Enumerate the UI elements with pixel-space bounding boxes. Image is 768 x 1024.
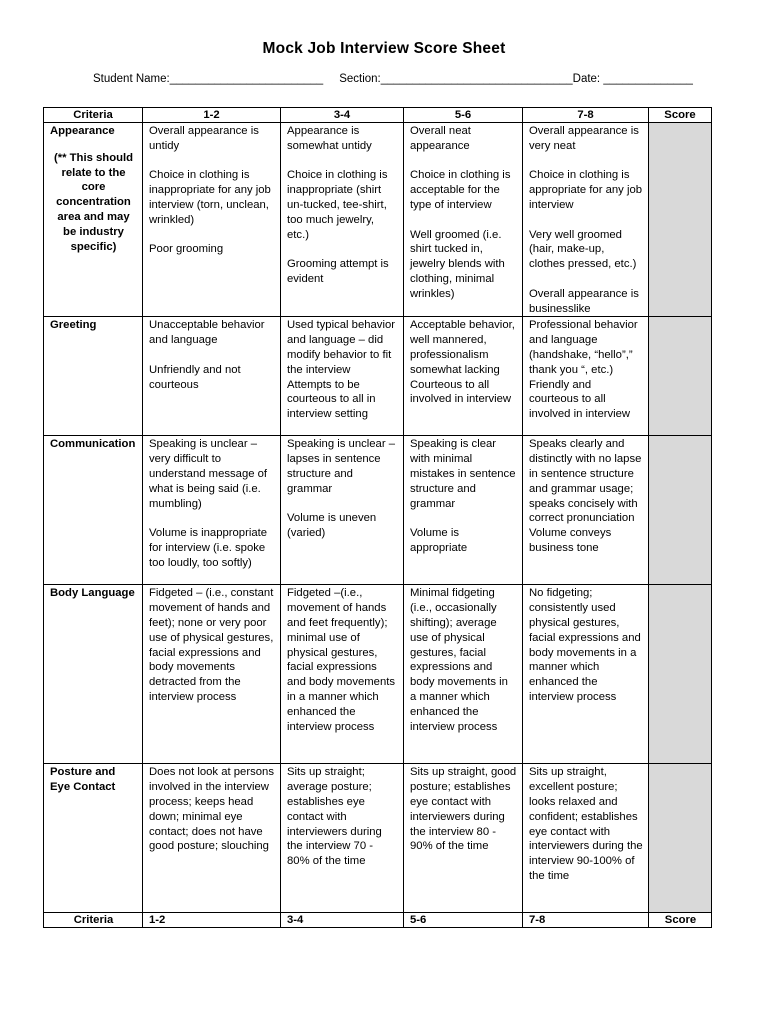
descriptor: Volume is inappropriate for interview (i.e. spoke too loudly, too softly) <box>149 527 268 569</box>
footer-cell: 7-8 <box>523 913 649 928</box>
descriptor: Volume is uneven (varied) <box>287 512 377 540</box>
descriptor: Acceptable behavior, well mannered, professionalism somewhat lacking <box>410 319 515 376</box>
score-rubric-table <box>43 107 712 928</box>
descriptor: Well groomed (i.e. shirt tucked in, jewelry blends with clothing, minimal wrinkles) <box>410 228 505 300</box>
criteria-cell <box>44 436 143 585</box>
descriptor: Unacceptable behavior and language <box>149 319 265 347</box>
table-row <box>44 764 712 913</box>
descriptor: Sits up straight, good posture; establishes eye contact with interviewers during the interview 80 - 90% of the time <box>410 766 517 853</box>
descriptor: Fidgeted –(i.e., movement of hands and feet frequently); minimal use of physical gestures, facial expressions and body movements in a manner which enhanced the interview process <box>287 587 396 733</box>
rating-cell <box>143 585 281 764</box>
descriptor: Unfriendly and not courteous <box>149 363 241 391</box>
descriptor: Choice in clothing is inappropriate (shirt un-tucked, tee-shirt, too much jewelry, etc.) <box>287 169 388 241</box>
criteria-label: Greeting <box>50 319 97 332</box>
footer-cell: 5-6 <box>404 913 523 928</box>
rating-cell <box>281 585 404 764</box>
descriptor: Choice in clothing is inappropriate for any job interview (torn, unclean, wrinkled) <box>149 169 271 226</box>
table-row <box>44 436 712 585</box>
footer-cell: Score <box>649 913 712 928</box>
footer-cell: 1-2 <box>143 913 281 928</box>
criteria-cell <box>44 764 143 913</box>
criteria-label: Appearance <box>50 125 115 137</box>
footer-cell: Criteria <box>44 913 143 928</box>
criteria-note: (** This should relate to the core concentration area and may be industry specific) <box>53 151 134 253</box>
criteria-cell <box>44 585 143 764</box>
section-field[interactable]: Section:______________________________ <box>339 73 573 85</box>
descriptor: Speaks clearly and distinctly with no lapse in sentence structure and grammar usage; speaks concisely with correct pronunciation <box>529 438 642 525</box>
descriptor: No fidgeting; consistently used physical gestures, facial expressions and body movements in a manner which enhanced the interview process <box>529 587 641 703</box>
score-cell[interactable] <box>649 317 712 436</box>
header-cell: 5-6 <box>404 108 523 123</box>
rating-cell <box>281 317 404 436</box>
criteria-cell <box>44 123 143 317</box>
score-cell[interactable] <box>649 585 712 764</box>
descriptor: Sits up straight; average posture; establishes eye contact with interviewers during the interview 70 - 80% of the time <box>287 766 382 868</box>
criteria-label: Body Language <box>50 587 135 600</box>
date-field[interactable]: Date: ______________ <box>572 73 693 85</box>
descriptor: Volume conveys business tone <box>529 527 612 554</box>
descriptor: Overall appearance is untidy <box>149 125 259 152</box>
rating-cell <box>143 436 281 585</box>
descriptor: Fidgeted – (i.e., constant movement of hands and feet); none or very poor use of physical gestures, facial expressions and body movements detracted from the interview process <box>149 587 274 703</box>
rating-cell <box>404 123 523 317</box>
descriptor: Choice in clothing is acceptable for the type of interview <box>410 169 511 211</box>
descriptor: Friendly and courteous to all involved in interview <box>529 378 631 421</box>
rating-cell <box>404 436 523 585</box>
descriptor: Attempts to be courteous to all in interview setting <box>287 378 376 421</box>
rating-cell <box>281 123 404 317</box>
score-cell[interactable] <box>649 123 712 317</box>
descriptor: Courteous to all involved in interview <box>410 378 512 406</box>
descriptor: Speaking is unclear – very difficult to understand message of what is being said (i.e. mumbling) <box>149 438 268 510</box>
student-name-field[interactable]: Student Name:________________________ <box>93 73 324 85</box>
descriptor: Overall neat appearance <box>410 125 471 152</box>
rating-cell <box>404 317 523 436</box>
table-row <box>44 317 712 436</box>
descriptor: Overall appearance is businesslike <box>529 287 639 315</box>
score-cell[interactable] <box>649 436 712 585</box>
header-cell: Score <box>649 108 712 123</box>
table-row <box>44 123 712 317</box>
rating-cell <box>523 317 649 436</box>
descriptor: Grooming attempt is evident <box>287 258 389 285</box>
header-cell: 7-8 <box>523 108 649 123</box>
descriptor: Does not look at persons involved in the interview process; keeps head down; minimal eye contact; does not have good posture; slouching <box>149 766 274 853</box>
criteria-label: Posture and Eye Contact <box>50 766 116 794</box>
descriptor: Used typical behavior and language – did modify behavior to fit the interview <box>287 319 396 376</box>
descriptor: Minimal fidgeting (i.e., occasionally shifting); average use of physical gestures, facial expressions and body movements in a manner which enhanced the interview process <box>410 587 508 733</box>
rating-cell <box>404 585 523 764</box>
rating-cell <box>523 123 649 317</box>
rating-cell <box>404 764 523 913</box>
rating-cell <box>281 764 404 913</box>
table-row <box>44 585 712 764</box>
descriptor: Sits up straight, excellent posture; looks relaxed and confident; establishes eye contact with interviewers during the interview 90-100% of the time <box>529 766 643 882</box>
descriptor: Speaking is clear with minimal mistakes in sentence structure and grammar <box>410 438 516 510</box>
descriptor: Professional behavior and language (handshake, “hello”,” thank you “, etc.) <box>529 319 638 376</box>
descriptor: Poor grooming <box>149 243 224 256</box>
descriptor: Speaking is unclear – lapses in sentence structure and grammar <box>287 438 396 495</box>
page-title: Mock Job Interview Score Sheet <box>262 40 506 57</box>
descriptor: Very well groomed (hair, make-up, clothes pressed, etc.) <box>529 228 637 271</box>
rating-cell <box>523 585 649 764</box>
footer-cell: 3-4 <box>281 913 404 928</box>
criteria-label: Communication <box>50 438 136 451</box>
rating-cell <box>281 436 404 585</box>
student-info-line <box>93 73 733 85</box>
rating-cell <box>523 436 649 585</box>
header-cell: Criteria <box>44 108 143 123</box>
header-cell: 3-4 <box>281 108 404 123</box>
rating-cell <box>523 764 649 913</box>
descriptor: Appearance is somewhat untidy <box>287 125 372 152</box>
rating-cell <box>143 764 281 913</box>
descriptor: Overall appearance is very neat <box>529 125 639 152</box>
criteria-cell <box>44 317 143 436</box>
header-row <box>44 108 712 123</box>
descriptor: Volume is appropriate <box>410 527 468 554</box>
descriptor: Choice in clothing is appropriate for any job interview <box>529 169 643 211</box>
footer-row <box>44 913 712 928</box>
rating-cell <box>143 317 281 436</box>
header-cell: 1-2 <box>143 108 281 123</box>
score-cell[interactable] <box>649 764 712 913</box>
rating-cell <box>143 123 281 317</box>
